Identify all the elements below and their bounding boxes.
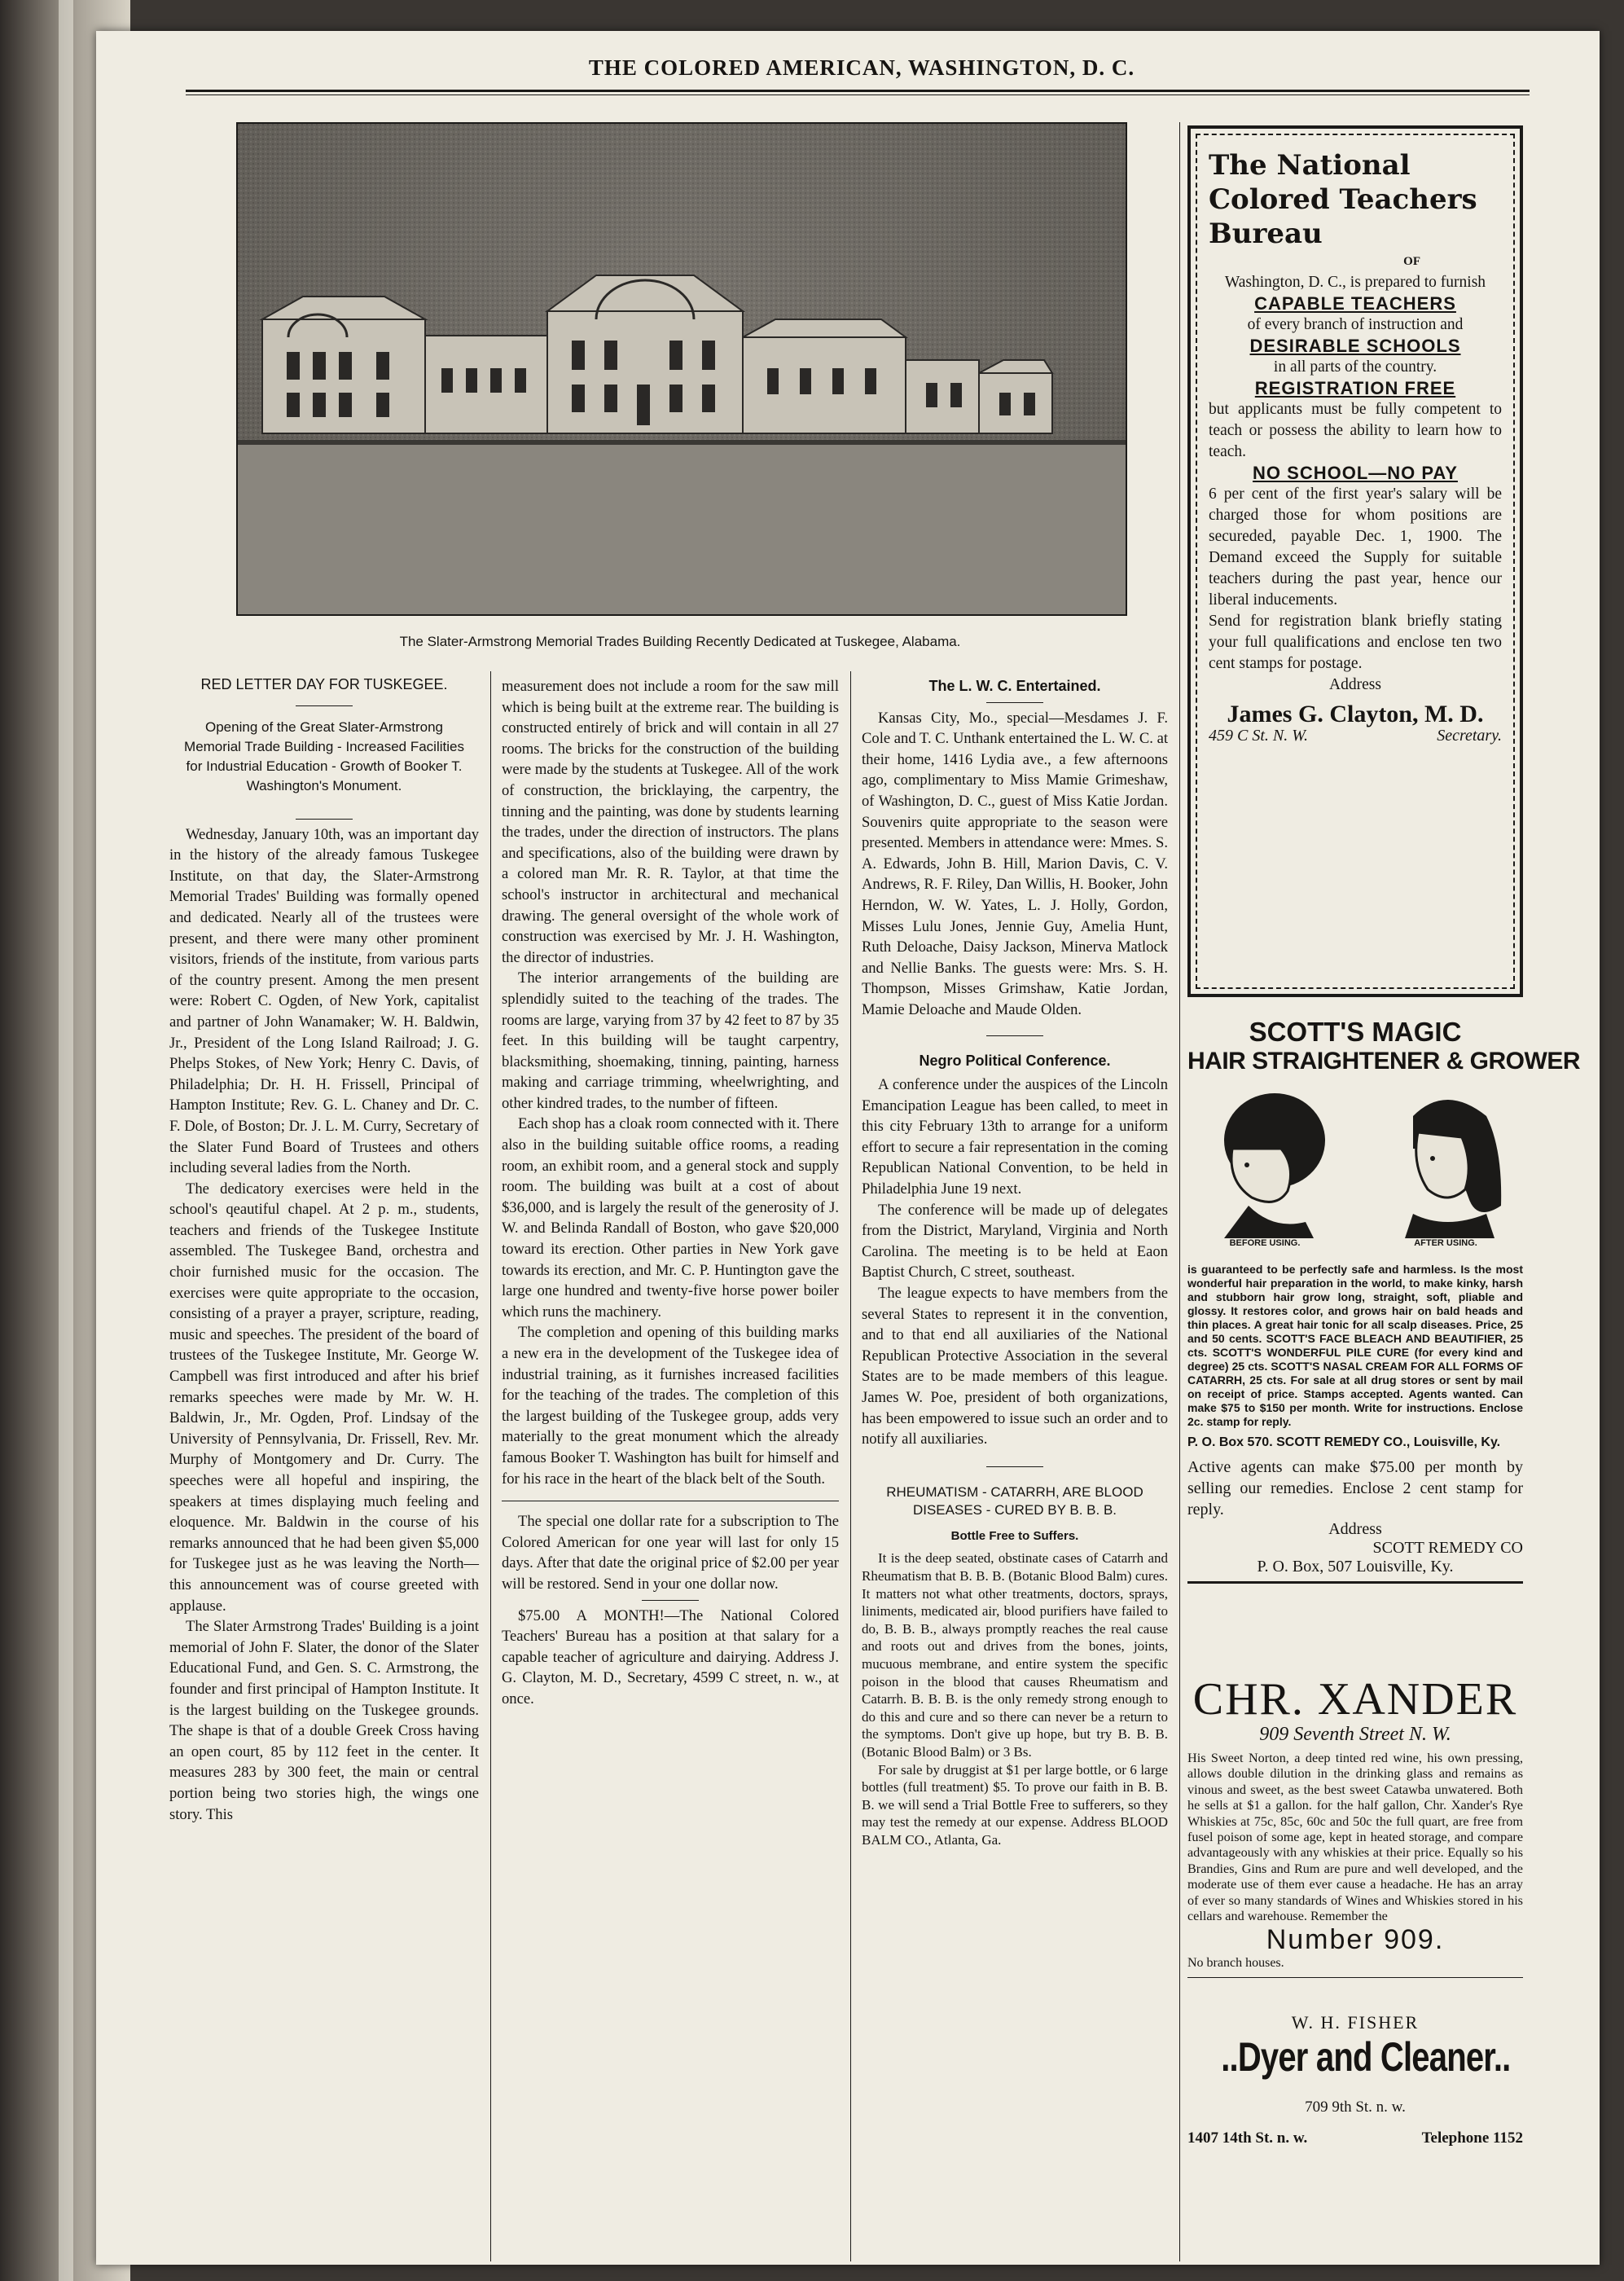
teachers-ad-registration: REGISTRATION FREE bbox=[1254, 378, 1456, 398]
negro-conference-paragraph: The league expects to have members from the several States to represent it in the convention, and to that end all auxiliaries of the National Republican Protective Association in the several States are to be made members of this league. James W. Poe, president of both organizations, has been empowered to issue such an order and to notify all auxiliaries. bbox=[862, 1285, 1168, 1448]
xander-branch: No branch houses. bbox=[1187, 1956, 1284, 1971]
before-portrait bbox=[1196, 1083, 1334, 1263]
teachers-ad-signer: James G. Clayton, M. D. bbox=[1227, 701, 1484, 727]
teachers-ad-line: but applicants must be fully competent to teach or possess the ability to learn how to teach. bbox=[1209, 401, 1502, 460]
lwc-rule bbox=[986, 702, 1043, 703]
teachers-ad-capable: CAPABLE TEACHERS bbox=[1254, 293, 1456, 314]
scott-ad-portraits bbox=[1196, 1083, 1515, 1263]
article-paragraph: Each shop has a cloak room connected with it. There also in the building suitable office rooms, a reading room, an exhibit room, and a general stock and supply room. The building was built at a cost of about $36,000, and is largely the result of the generosity of J. W. and Belinda Randall of Boston, who gave $20,000 toward its erection. Other parties in New York gave towards its erection, and Mr. C. P. Huntington gave the large one hundred and twenty-five horse power boiler which runs the machinery. bbox=[502, 1115, 839, 1321]
teachers-ad-desirable: DESIRABLE SCHOOLS bbox=[1249, 336, 1461, 356]
teachers-ad-line: in all parts of the country. bbox=[1273, 358, 1437, 376]
building-photo bbox=[236, 122, 1127, 616]
bbb-paragraph: It is the deep seated, obstinate cases of Catarrh and Rheumatism that B. B. B. (Botanic Blood Balm) cures. It matters not what other treatments, doctors, sprays, liniments, medicated air, blood purifiers have failed to do, B. B. B., always promptly reaches the real cause and roots out and drives from the bones, joints, mucuous membrane, and entire system the specific poison in the blood that causes Rheumatism and Catarrh. B. B. B. is the only remedy strong enough to do this and cure and so there can never be a return to the symptoms. Don't give up hope, but try B. B. B. (Botanic Blood Balm) or 3 Bs. bbox=[862, 1550, 1168, 1760]
teachers-ad-street: 459 C St. N. W. bbox=[1209, 727, 1309, 745]
article-paragraph: Wednesday, January 10th, was an important day in the history of the already famous Tuskegee Institute, on that day, the Slater-Armstrong Memorial Trades' Building was formally opened and dedicated. Nearly all of the trustees were present, and there were many other prominent visitors, friends of the institute, from various parts of the country present. Among the men present were: Robert C. Ogden, of New York, capitalist and partner of John Wanamaker; W. H. Baldwin, Jr., President of the Long Island Railroad; J. G. Phelps Stokes, of New York; Henry C. Davis, of Philadelphia; Dr. H. H. Frissell, Principal of Hampton Institute; Rev. G. L. Chaney and Dr. C. F. Dole, of Boston; Dr. J. L. M. Curry, Secretary of the Slater Fund Board of Trustees and others including several ladies from the North. bbox=[169, 825, 479, 1177]
lwc-headline: The L. W. C. Entertained. bbox=[928, 678, 1101, 694]
scott-ad-company: SCOTT REMEDY CO bbox=[1372, 1539, 1523, 1557]
scott-ad-title: SCOTT'S MAGIC bbox=[1249, 1017, 1462, 1047]
bbb-subhead: Bottle Free to Suffers. bbox=[950, 1528, 1079, 1543]
xander-rule bbox=[1187, 1977, 1523, 1978]
after-label: AFTER USING. bbox=[1414, 1238, 1477, 1248]
lwc-paragraph: Kansas City, Mo., special—Mesdames J. F. Cole and T. C. Unthank entertained the L. W. C. at their home, 1416 Lydia ave., a few afternoons ago, complimentary to Miss Mamie Grimeshaw, of Washington, D. C., guest of Miss Katie Jordan. Souvenirs quite appropriate to the season were presented. Members in attendance were: Mmes. S. A. Edwards, John B. Hill, Marion Davis, C. V. Andrews, R. F. Riley, Dan Willis, H. Booker, John Herndon, W. W. Yates, L. J. Holly, Gordon, Misses Lulu Jones, Jennie Guy, Amelia Hunt, Ruth Deloache, Daisy Jackson, Minerva Matlock and Nellie Banks. The guests were: Mrs. S. H. Thompson, Misses Grimshaw, Katie Jordan, Mamie Deloache and Maude Olden. bbox=[862, 709, 1168, 1018]
masthead: THE COLORED AMERICAN, WASHINGTON, D. C. bbox=[588, 55, 1135, 80]
column-rule-3 bbox=[1179, 122, 1180, 2261]
teachers-ad-address bbox=[1209, 725, 1502, 746]
after-portrait bbox=[1376, 1083, 1515, 1263]
xander-body: His Sweet Norton, a deep tinted red wine, his own pressing, allows double dilution in the drinking glass and remains as vinous and sweet, as the best sweet Catawba unwatered. Both he sells at $1 a gallon. for the half gallon, Chr. Xander's Rye Whiskies at 75c, 85c, 60c and 50c the full quart, are free from fusel poison of some age, kept in heated storage, and compare advantageously with any whiskies at their price. Equally so his Brandies, Gins and Rum are pure and well developed, and the moderate use of them ever cause a headache. He has an array of ever so many standards of Wines and Whiskies stored in his cellars and warehouse. Remember the bbox=[1187, 1751, 1523, 1924]
article-paragraph: The dedicatory exercises were held in the school's qeautiful chapel. At 2 p. m., students, teachers and friends of the Tuskegee Institute assembled. The Tuskegee Band, orchestra and choir furnished music for the occasion. The exercises were quite appropriate to the occasion, consisting of a prayer a prayer, scripture, reading, music and speeches. The president of the board of trustees of the Tuskegee Institute, Mr. George W. Campbell was first introduced and after his brief remarks speeches were made by Mr. W. H. Baldwin, Jr., Mr. Ogden, Prof. Lindsay of the University of Pennsylvania, Dr. Frissell, Rev. Mr. Murphy of Montgomery and Dr. Curry. The speeches were all hopeful and inspiring, the speakers at times displaying much feeling and eloquence. Mr. Baldwin in the course of his remarks announced that he had been given $5,000 for Tuskegee just as he was leaving the North—this announcement was of course greeted with applause. bbox=[169, 1180, 479, 1615]
teachers-notice: $75.00 A MONTH!—The National Colored Teachers' Bureau has a position at that salary for a capable teacher of agriculture and dairying. Address J. G. Clayton, M. D., Secretary, 4599 C street, n. w., at once. bbox=[502, 1606, 839, 1707]
fisher-cleaner-ad bbox=[1187, 2012, 1523, 2147]
scan-page-stack bbox=[59, 0, 73, 2281]
teachers-ad-role: Secretary. bbox=[1437, 727, 1502, 745]
article-column-1 bbox=[169, 675, 479, 1825]
article-subhead: Opening of the Great Slater-Armstrong Memorial Trade Building - Increased Facilities for Industrial Education - Growth of Booker T. Washington's Monument. bbox=[184, 719, 464, 793]
fisher-contact bbox=[1187, 2129, 1523, 2147]
fisher-name: W. H. FISHER bbox=[1291, 2012, 1420, 2033]
section-rule bbox=[986, 1466, 1043, 1467]
fisher-telephone: Telephone 1152 bbox=[1421, 2129, 1523, 2147]
scotts-magic-ad bbox=[1187, 1017, 1580, 1584]
article-paragraph: The interior arrangements of the building are splendidly suited to the teaching of the trades. The rooms are large, varying from 37 by 42 feet to 87 by 35 feet. In this building will be taught carpentry, blacksmithing, shoemaking, tinning, painting, harness making and carriage trimming, wheelwrighting, and other kindred trades, to the number of fifteen. bbox=[502, 969, 839, 1112]
building-illustration bbox=[238, 124, 1126, 614]
fisher-address-1: 709 9th St. n. w. bbox=[1305, 2099, 1406, 2116]
article-paragraph: measurement does not include a room for the saw mill which is being built at the extreme rear. The building is constructed entirely of brick and will contain in all 27 rooms. The bricks for the construction of the building were made by the students at Tuskegee. All of the work of construction, the bricklaying, the carpentry, the tinning and the painting, was done by students learning the trades, under the direction of instructors. The plans and specifications, also of the building were drawn by a colored man Mr. R. R. Taylor, at that time the school's instructor in architectural and mechanical drawing. The general oversight of the whole work of construction was exercised by Mr. J. H. Washington, the director of industries. bbox=[502, 678, 839, 966]
xander-number: Number 909. bbox=[1266, 1924, 1445, 1956]
xander-title: CHR. XANDER bbox=[1192, 1674, 1518, 1725]
before-label: BEFORE USING. bbox=[1229, 1238, 1301, 1248]
news-column-3 bbox=[862, 676, 1168, 1848]
teachers-ad-line: Washington, D. C., is prepared to furnish bbox=[1224, 274, 1486, 291]
scott-ad-fine-print: is guaranteed to be perfectly safe and harmless. Is the most wonderful hair preparation in the world, to make kinky, harsh and stubborn hair grow long, straight, soft, pliable and glossy. It restores color, and grows hair on bald heads and thin places. A great hair tonic for all scalp diseases. Price, 25 and 50 cents. SCOTT'S FACE BLEACH AND BEAUTIFIER, 25 cts. SCOTT'S WONDERFUL PILE CURE (for every kind and degree) 25 cts. SCOTT'S NASAL CREAM FOR ALL FORMS OF CATARRH, 25 cts. For sale at all drug stores or sent by mail on receipt of price. Stamps accepted. Agents wanted. Can make $75 to $150 per month. Write for instructions. Enclose 2c. stamp for reply. bbox=[1187, 1263, 1523, 1428]
teachers-ad-of: OF bbox=[1403, 255, 1420, 268]
teachers-ad-title: The National Colored Teachers Bureau bbox=[1209, 149, 1477, 250]
teachers-bureau-ad bbox=[1187, 125, 1523, 997]
masthead-rule bbox=[186, 90, 1530, 92]
fisher-trade: ..Dyer and Cleaner.. bbox=[1221, 2034, 1511, 2080]
photo-caption: The Slater-Armstrong Memorial Trades Building Recently Dedicated at Tuskegee, Alabama. bbox=[399, 634, 961, 649]
scott-ad-body: Active agents can make $75.00 per month by selling our remedies. Enclose 2 cent stamp for reply. bbox=[1187, 1458, 1523, 1518]
xander-wine-ad bbox=[1187, 1675, 1523, 1978]
headline-rule bbox=[296, 705, 353, 706]
negro-conference-paragraph: A conference under the auspices of the Lincoln Emancipation League has been called, to meet in this city February 13th to arrange for a uniform effort to secure a fair representation in the coming Republican National Convention, to be held in Philadelphia June 19 next. bbox=[862, 1076, 1168, 1198]
xander-address: 909 Seventh Street N. W. bbox=[1259, 1724, 1451, 1745]
scott-ad-subtitle: HAIR STRAIGHTENER & GROWER bbox=[1187, 1048, 1580, 1075]
negro-conference-paragraph: The conference will be made up of delegates from the District, Maryland, Virginia and North Carolina. The meeting is to be held at Eaon Baptist Church, C street, southeast. bbox=[862, 1201, 1168, 1281]
article-paragraph: The completion and opening of this building marks a new era in the development of the Tuskegee idea of industrial training, as it furnishes increased facilities for the teaching of the trades. The completion of this the largest building of the Tuskegee group, adds very materially to the great monument which the already famous Booker T. Washington has built for himself and for his race in the heart of the black belt of the South. bbox=[502, 1324, 839, 1488]
teachers-ad-noschool: NO SCHOOL—NO PAY bbox=[1253, 463, 1458, 483]
article-paragraph: The Slater Armstrong Trades' Building is a joint memorial of John F. Slater, the donor of the Slater Educational Fund, and Gen. S. C. Armstrong, the founder and first principal of Hampton Institute. It is the largest building on the Tuskegee grounds. The shape is that of a double Greek Cross having an open court, 85 by 112 feet in the center. It measures 283 by 300 feet, the main or central portion being two stories high, the wings one story. This bbox=[169, 1618, 479, 1823]
subscription-notice: The special one dollar rate for a subscription to The Colored American for one year will last for only 15 days. After that date the original price of $2.00 per year will be restored. Send in your one dollar now. bbox=[502, 1513, 839, 1593]
teachers-ad-line: Send for registration blank briefly stating your full qualifications and enclose ten two cent stamps for postage. bbox=[1209, 613, 1502, 672]
bbb-paragraph: For sale by druggist at $1 per large bottle, or 6 large bottles (full treatment) $5. To prove our faith in B. B. B. we will send a Trial Bottle Free to sufferers, so they may test the remedy at our expense. Address BLOOD BALM CO., Atlanta, Ga. bbox=[862, 1761, 1168, 1848]
teachers-ad-line: 6 per cent of the first year's salary will be charged those for whom positions are secureded, payable Dec. 1, 1900. The Demand exceed the Supply for suitable teachers during the past year, hence our liberal inducements. bbox=[1209, 486, 1502, 609]
scott-ad-pobox: P. O. Box, 507 Louisville, Ky. bbox=[1257, 1558, 1454, 1576]
subhead-rule bbox=[296, 819, 353, 820]
section-rule bbox=[986, 1035, 1043, 1036]
scott-ad-pobox-line: P. O. Box 570. SCOTT REMEDY CO., Louisville, Ky. bbox=[1187, 1435, 1501, 1449]
scott-ad-address-label: Address bbox=[1328, 1520, 1382, 1538]
bbb-headline: RHEUMATISM - CATARRH, ARE BLOOD DISEASES - CURED BY B. B. B. bbox=[886, 1483, 1143, 1518]
newspaper-page bbox=[96, 31, 1600, 2265]
fisher-address-2: 1407 14th St. n. w. bbox=[1187, 2129, 1308, 2147]
masthead-rule-thin bbox=[186, 94, 1530, 95]
article-column-2 bbox=[502, 676, 839, 1710]
column-rule-1 bbox=[490, 671, 491, 2261]
notice-rule-short bbox=[642, 1600, 699, 1601]
teachers-ad-line: of every branch of instruction and bbox=[1247, 316, 1464, 333]
teachers-ad-address-label: Address bbox=[1329, 676, 1381, 693]
column-rule-2 bbox=[850, 671, 851, 2261]
before-head-icon bbox=[1200, 1083, 1330, 1238]
scott-ad-rule bbox=[1187, 1581, 1523, 1584]
after-head-icon bbox=[1380, 1083, 1511, 1238]
negro-conference-headline: Negro Political Conference. bbox=[919, 1052, 1111, 1069]
article-headline: RED LETTER DAY FOR TUSKEGEE. bbox=[200, 676, 448, 692]
